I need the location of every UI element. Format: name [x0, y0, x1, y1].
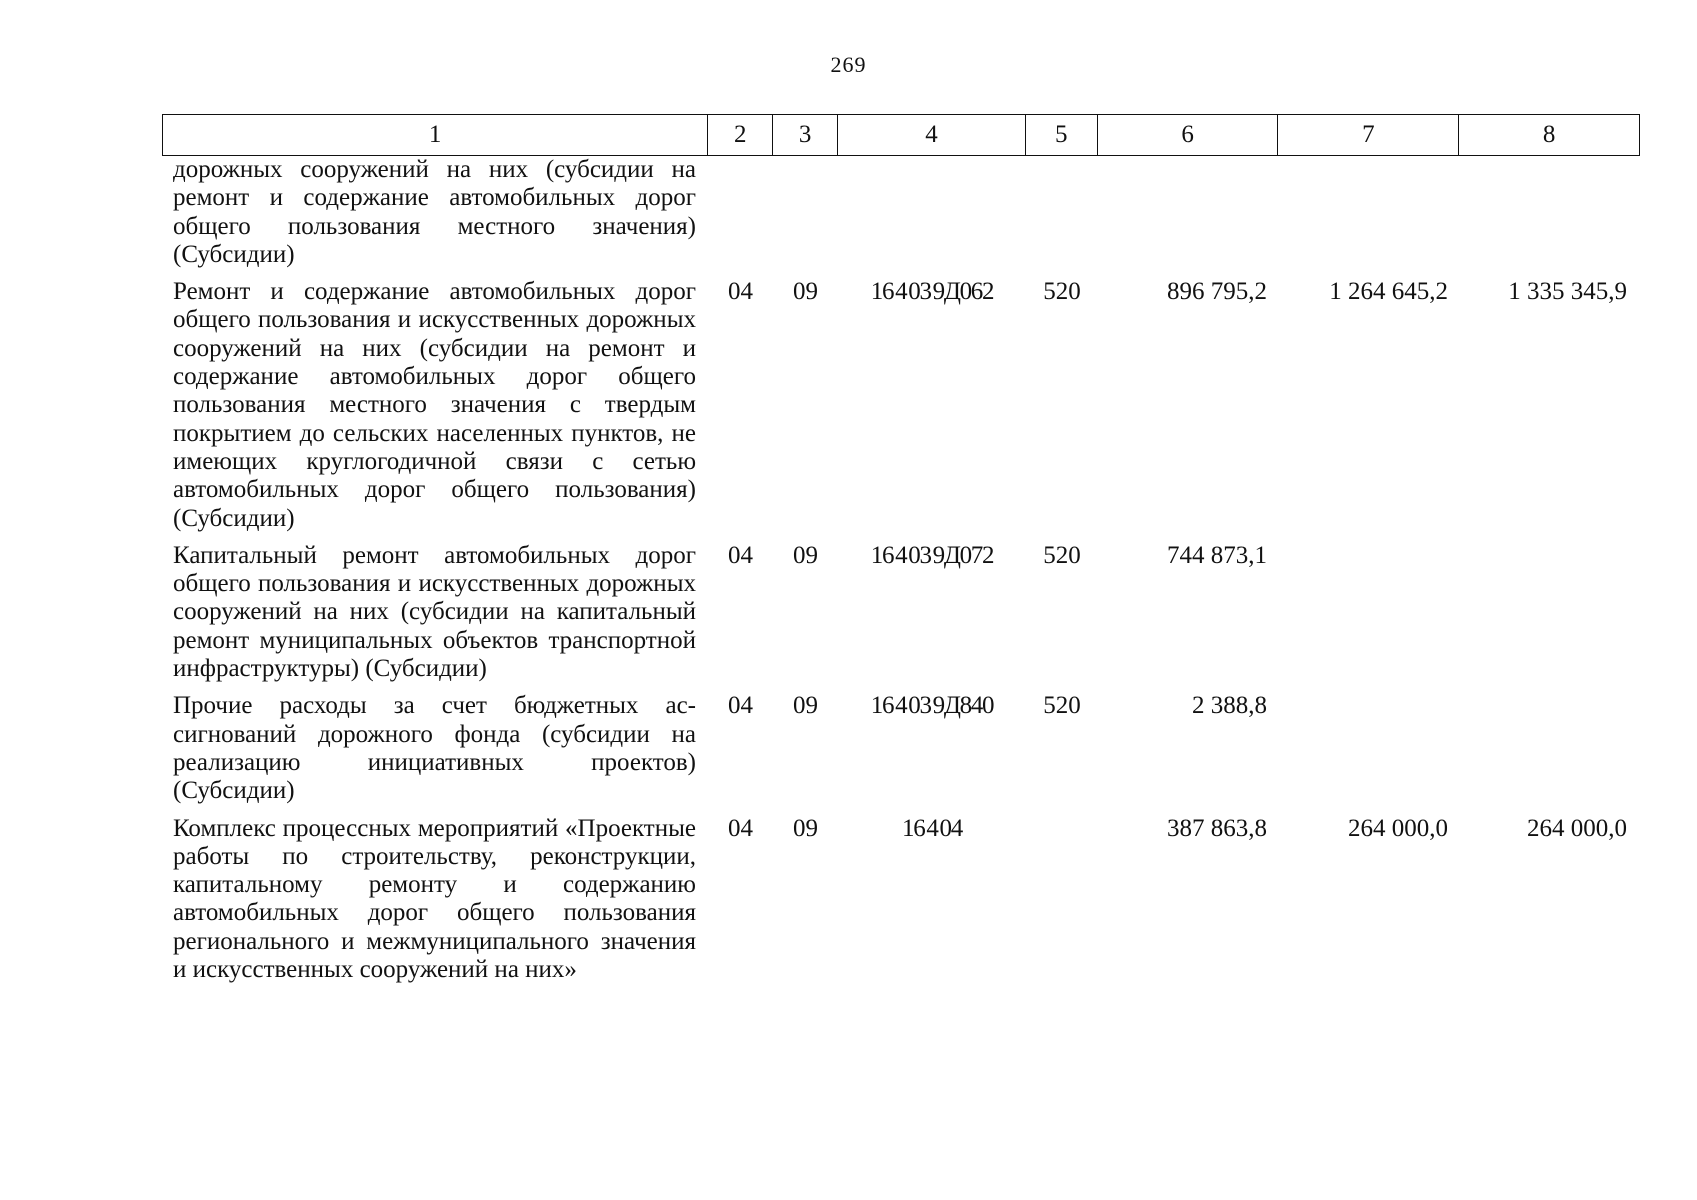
- row-section: 04: [728, 278, 753, 306]
- row-description: Прочие расходы за счет бюджетных ассигнований дорожного фонда (субсидии на реализацию инициативных проектов) (Субсидии): [173, 692, 696, 805]
- table-row: [162, 815, 1640, 985]
- header-col-5: 5: [1026, 115, 1098, 155]
- row-amount-3: [1460, 156, 1640, 269]
- row-amount-1: [1098, 156, 1279, 269]
- row-description: Ремонт и содержание автомобильных дорог общего пользования и искусственных дорожных сооружений на них (субсидии на ремонт и содержание автомобильных дорог общего пользования местного значения с твердым покрытием до сельских населенных пунктов, не имеющих круглогодичной связи с сетью автомобильных дорог общего пользования) (Субсидии): [173, 278, 696, 532]
- row-description: дорожных сооружений на них (субсидии на ремонт и содержание автомобильных дорог общего пользования местного значения) (Субсидии): [173, 156, 696, 268]
- row-expense-type: [1026, 156, 1098, 269]
- header-col-7: 7: [1278, 115, 1459, 155]
- table-header: [162, 114, 1640, 156]
- row-amount-3: 264 000,0: [1527, 814, 1627, 842]
- row-description: Капитальный ремонт автомобильных дорог общего пользования и искусственных дорожных сооружений на них (субсидии на капитальный ремонт муниципальных объектов транспортной инфраструктуры) (Субсидии): [173, 541, 696, 683]
- row-amount-3: 1 335 345,9: [1508, 278, 1627, 306]
- header-col-6: 6: [1098, 115, 1279, 155]
- row-expense-type: [1026, 815, 1098, 985]
- row-amount-3: [1460, 542, 1640, 683]
- header-col-1: 1: [163, 115, 708, 155]
- row-amount-1: 387 863,8: [1167, 814, 1267, 842]
- page-number: 269: [830, 52, 867, 77]
- header-col-3: 3: [773, 115, 838, 155]
- table-row: [162, 156, 1640, 269]
- row-section: [708, 156, 773, 269]
- row-target-article: 16 4 03 9Д072: [870, 541, 994, 569]
- row-section: 04: [728, 814, 753, 842]
- row-expense-type: 520: [1043, 278, 1081, 306]
- row-subsection: 09: [793, 814, 818, 842]
- row-target-article: [838, 156, 1026, 269]
- row-amount-3: [1460, 692, 1640, 805]
- row-subsection: 09: [793, 278, 818, 306]
- row-amount-2: [1279, 156, 1460, 269]
- header-col-2: 2: [708, 115, 773, 155]
- row-amount-1: 744 873,1: [1167, 541, 1267, 569]
- table-row: [162, 542, 1640, 683]
- row-section: 04: [728, 692, 753, 720]
- row-description: Комплекс процессных мероприятий «Проектные работы по строительству, реконструкции, капитальному ремонту и содержанию автомобильных дорог общего пользования регионального и межмуниципального значения и искусственных сооружений на них»: [173, 814, 696, 984]
- table-body: [162, 156, 1640, 984]
- row-target-article: 16 4 03 9Д840: [870, 692, 994, 720]
- row-subsection: [773, 156, 838, 269]
- row-subsection: 09: [793, 692, 818, 720]
- row-amount-2: 264 000,0: [1348, 814, 1448, 842]
- row-expense-type: 520: [1043, 692, 1081, 720]
- header-col-8: 8: [1542, 121, 1556, 148]
- row-expense-type: 520: [1043, 541, 1081, 569]
- row-target-article: 16 4 04: [902, 814, 962, 842]
- row-amount-1: 896 795,2: [1167, 278, 1267, 306]
- row-target-article: 16 4 03 9Д062: [870, 278, 994, 306]
- row-amount-2: 1 264 645,2: [1329, 278, 1448, 306]
- row-section: 04: [728, 541, 753, 569]
- table-row: [162, 692, 1640, 805]
- budget-table: [162, 114, 1640, 993]
- row-amount-2: [1279, 542, 1460, 683]
- header-col-4: 4: [838, 115, 1026, 155]
- row-subsection: 09: [793, 541, 818, 569]
- row-amount-1: 2 388,8: [1192, 692, 1267, 720]
- table-row: [162, 278, 1640, 533]
- row-amount-2: [1279, 692, 1460, 805]
